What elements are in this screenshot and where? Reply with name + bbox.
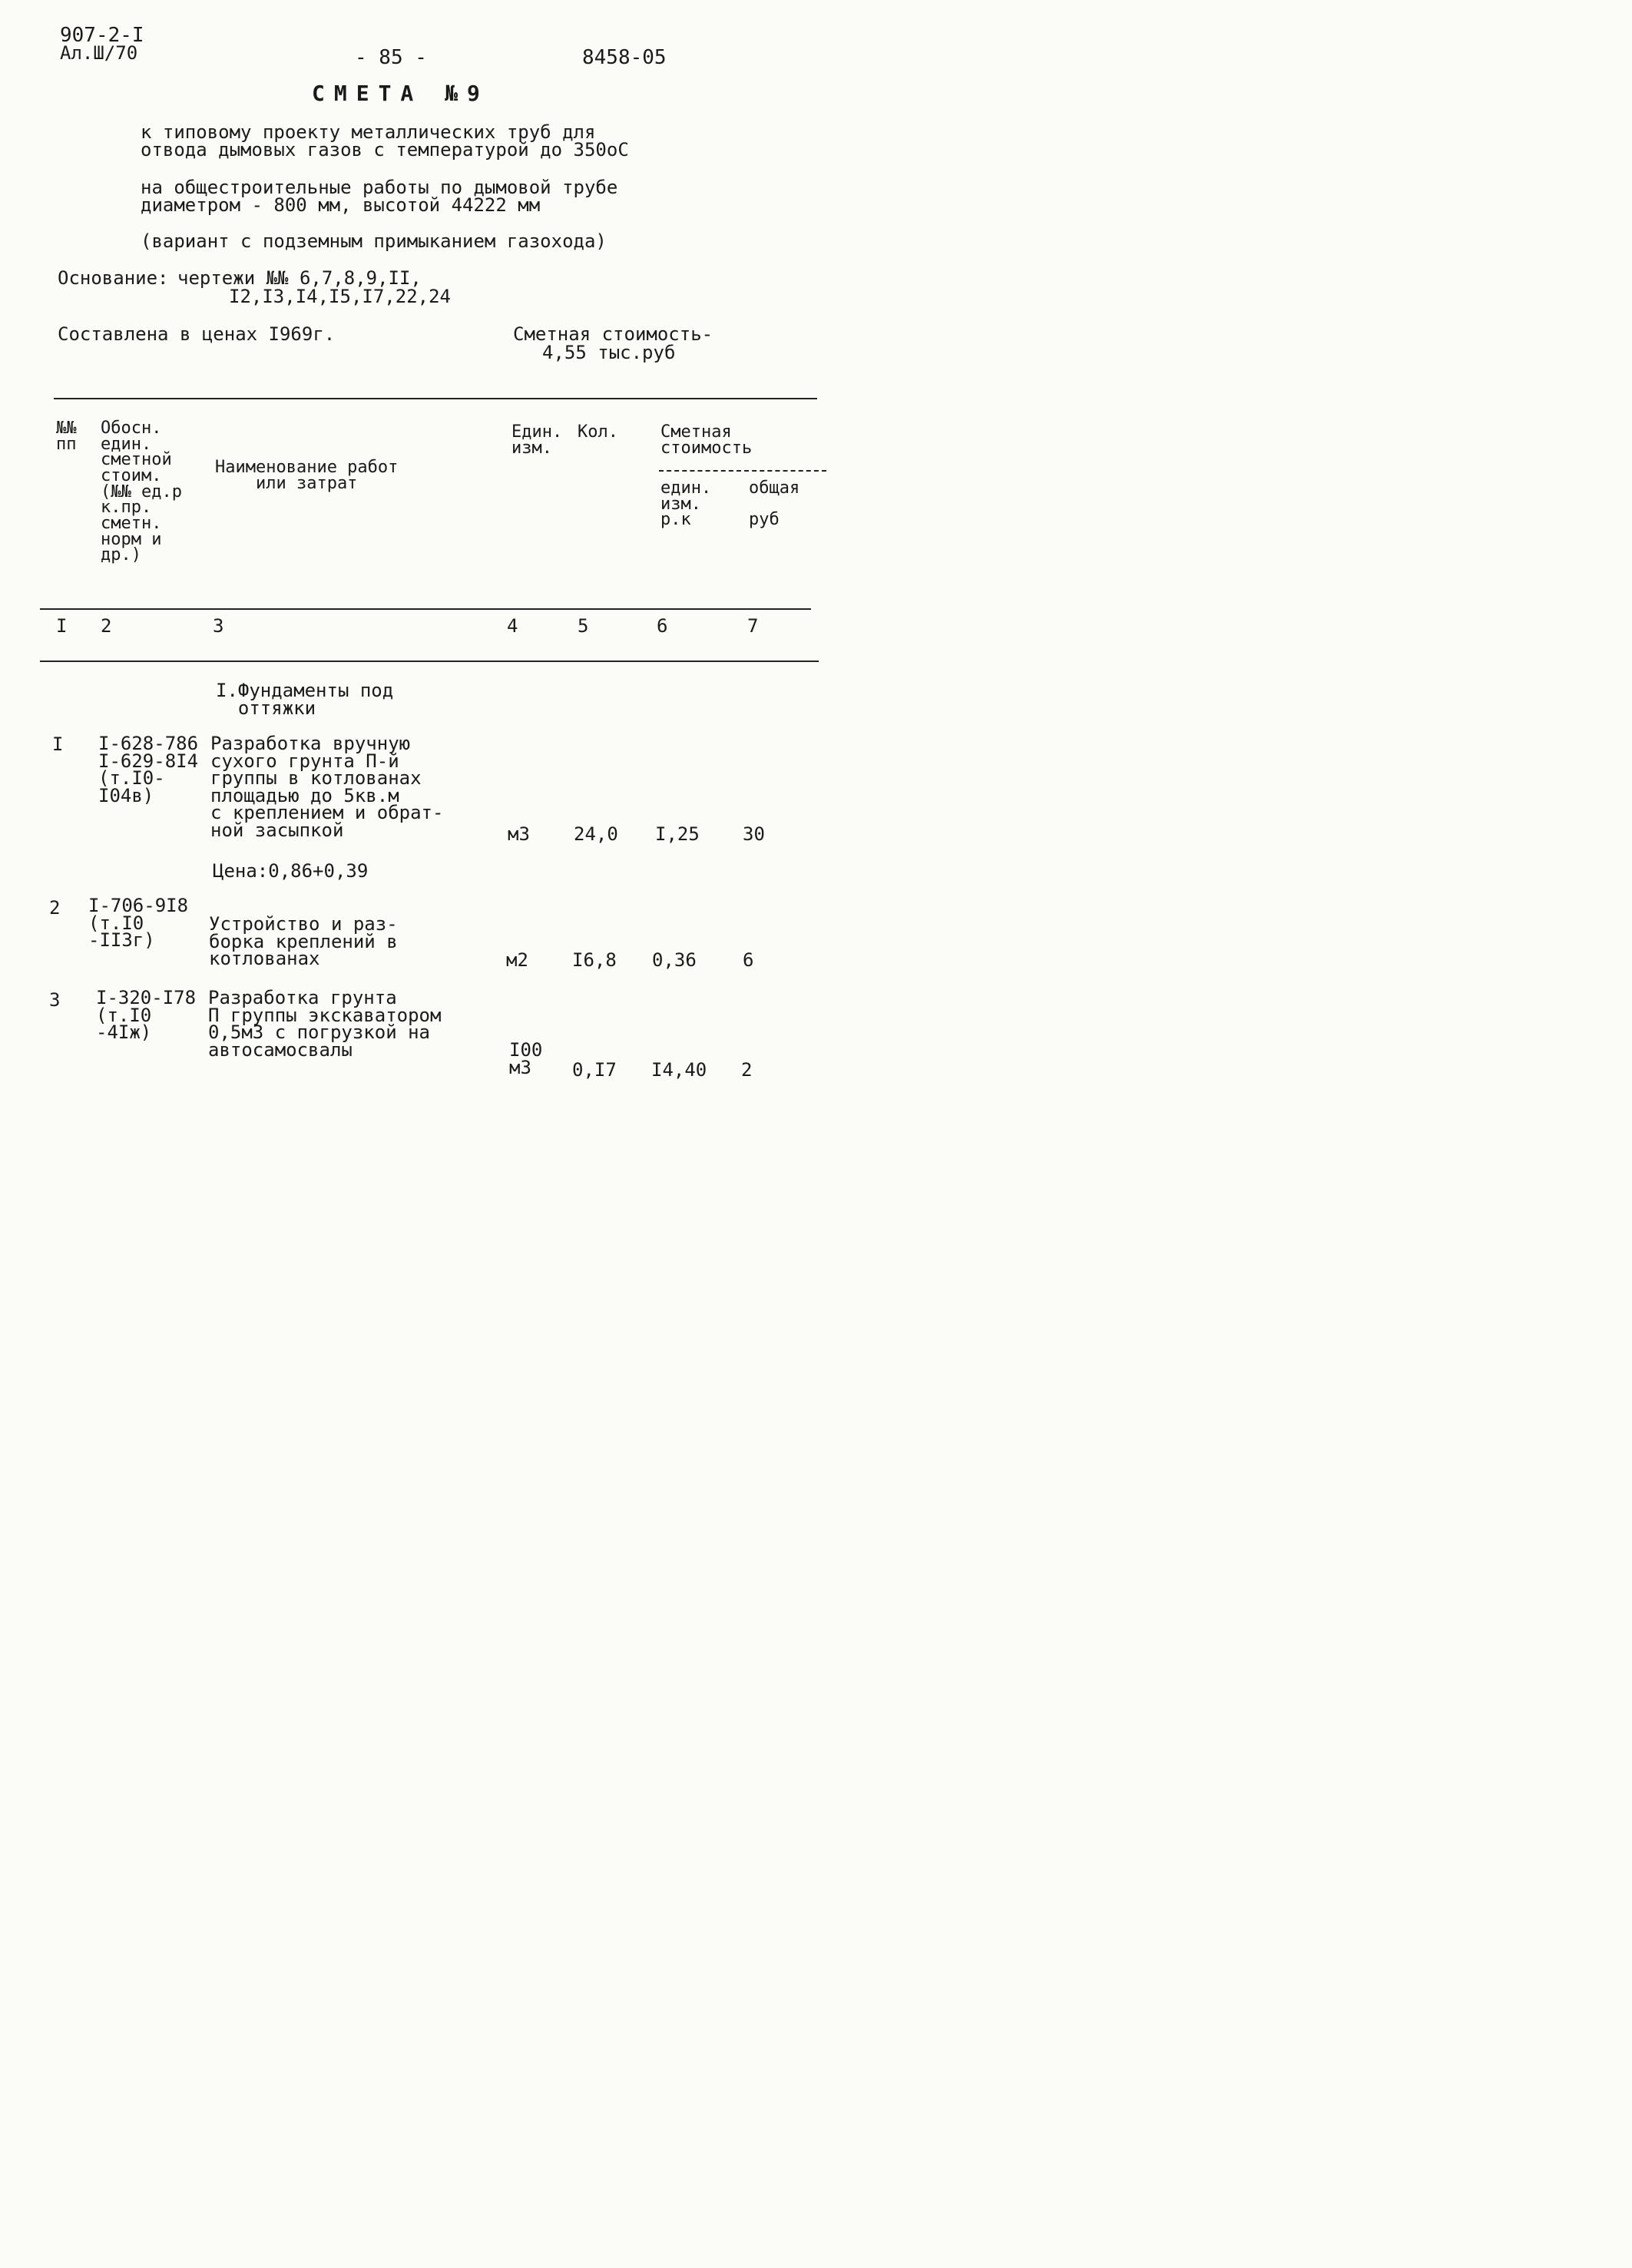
col-number-3: 3 [213, 615, 224, 637]
estimated-cost-label: Сметная стоимость- [513, 323, 713, 345]
header-cost-unit: един. изм. р.к [660, 478, 712, 530]
album-code: Ал.Ш/70 [60, 42, 138, 64]
row-1-num: I [52, 733, 64, 755]
row-3-total: 2 [741, 1059, 753, 1081]
column-numbers-rule [40, 661, 819, 662]
header-unit: Един. изм. [511, 422, 563, 458]
header-cost: Сметная стоимость [660, 422, 753, 458]
row-2-unit: м2 [506, 949, 528, 971]
header-name: Наименование работ или затрат [215, 458, 399, 493]
row-3-basis: I-320-I78 (т.I0 -4Iж) [96, 987, 197, 1044]
row-1-price-note: Цена:0,86+0,39 [213, 860, 369, 882]
section-title: I.Фундаменты под оттяжки [216, 680, 394, 719]
row-1-unit: м3 [508, 823, 530, 845]
row-2-num: 2 [49, 897, 61, 919]
row-1-basis: I-628-786 I-629-8I4 (т.I0- I04в) [98, 733, 199, 806]
row-3-num: 3 [49, 989, 61, 1011]
basis-drawings-line-1: чертежи №№ 6,7,8,9,II, [177, 267, 422, 289]
table-top-rule [54, 398, 817, 399]
estimated-cost-value: 4,55 тыс.руб [542, 342, 676, 363]
col-number-1: I [56, 615, 68, 637]
row-2-basis: I-706-9I8 (т.I0 -II3г) [88, 895, 189, 952]
sheet-code: 8458-05 [582, 46, 667, 69]
page-number: - 85 - [355, 46, 427, 69]
basis-label: Основание: [58, 267, 169, 289]
row-3-unit-cost: I4,40 [651, 1059, 707, 1081]
row-1-name: Разработка вручную сухого грунта П-й группы в котлованах площадью до 5кв.м с креплением и обрат- ной засыпкой [210, 733, 444, 841]
row-2-qty: I6,8 [572, 949, 617, 971]
row-3-qty: 0,I7 [572, 1059, 617, 1081]
col-number-6: 6 [657, 615, 668, 637]
header-bottom-rule [40, 608, 811, 610]
subtitle-line-2: отвода дымовых газов с температурой до 350оС [141, 139, 629, 161]
row-3-unit: I00 м3 [509, 1039, 543, 1078]
subtitle-line-4: диаметром - 800 мм, высотой 44222 мм [141, 194, 541, 216]
doc-code: 907-2-I [60, 24, 144, 47]
row-3-name: Разработка грунта П группы экскаватором 0,5м3 с погрузкой на автосамосвалы [208, 987, 442, 1061]
row-2-unit-cost: 0,36 [652, 949, 697, 971]
row-1-unit-cost: I,25 [655, 823, 700, 845]
basis-drawings-line-2: I2,I3,I4,I5,I7,22,24 [229, 286, 451, 307]
header-cost-total: общая руб [749, 478, 800, 530]
subtitle-line-1: к типовому проекту металлических труб для [141, 121, 596, 143]
variant-note: (вариант с подземным примыканием газохода) [141, 230, 607, 252]
col-number-4: 4 [507, 615, 518, 637]
document-page [0, 0, 865, 1198]
col-number-2: 2 [101, 615, 112, 637]
subtitle-line-3: на общестроительные работы по дымовой трубе [141, 177, 618, 198]
prices-note: Составлена в ценах I969г. [58, 323, 336, 345]
row-2-name: Устройство и раз- борка креплений в котлованах [209, 913, 398, 970]
header-num: №№ пп [56, 419, 77, 454]
row-1-total: 30 [743, 823, 765, 845]
document-title: СМЕТА №9 [312, 81, 489, 106]
row-2-total: 6 [743, 949, 754, 971]
row-1-qty: 24,0 [574, 823, 618, 845]
header-qty: Кол. [578, 422, 618, 442]
col-number-7: 7 [747, 615, 759, 637]
header-basis: Обосн. един. сметной стоим. (№№ ед.р к.пр. сметн. норм и др.) [101, 419, 182, 565]
cost-header-divider [659, 470, 826, 472]
col-number-5: 5 [578, 615, 589, 637]
